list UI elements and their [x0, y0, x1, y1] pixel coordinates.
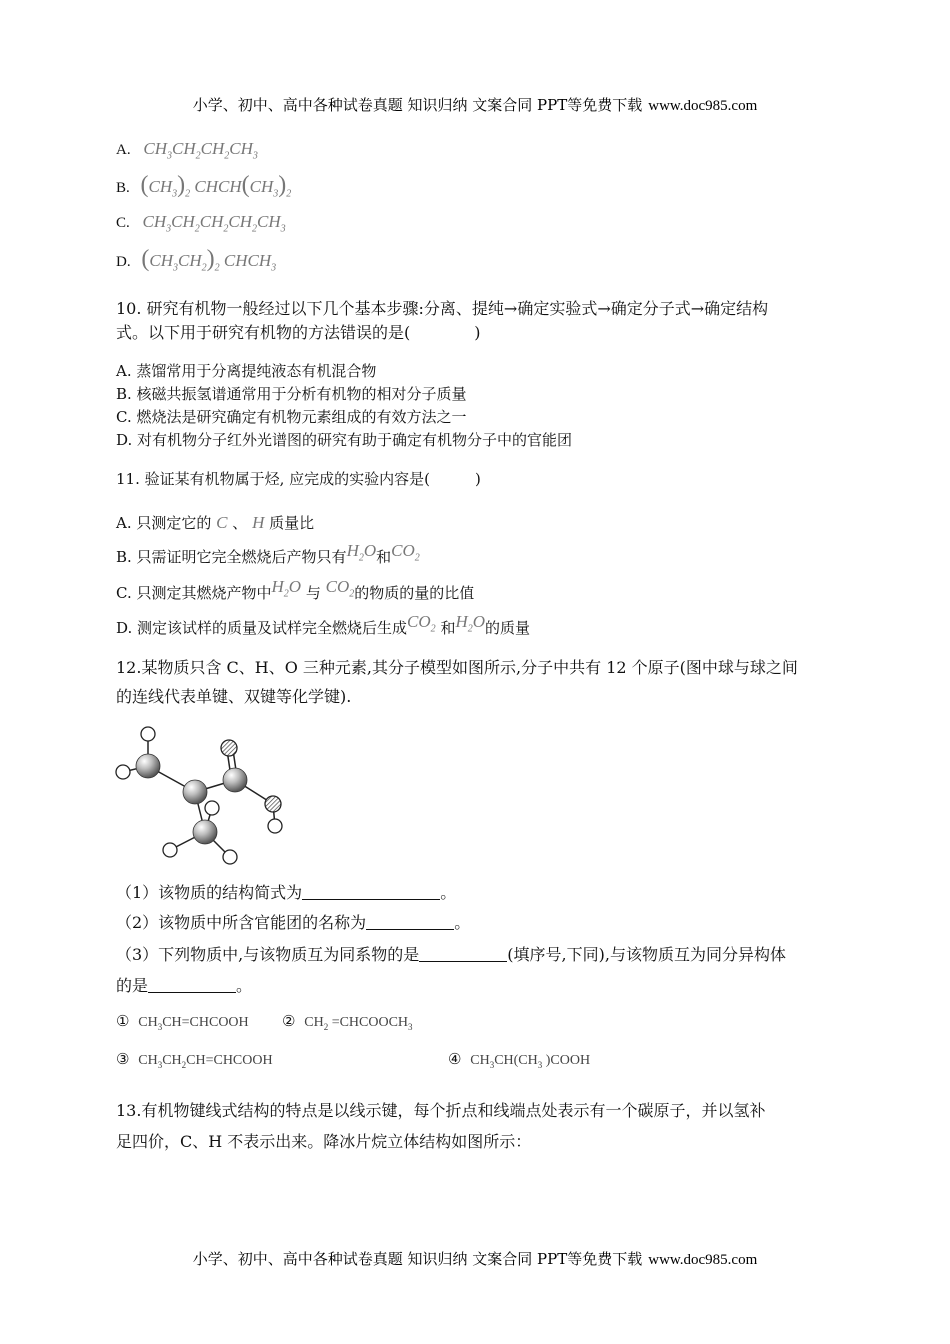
q11-option-d-and: 和	[440, 619, 456, 637]
q9-option-a	[116, 138, 258, 167]
q9-option-d-label: D.	[116, 254, 131, 270]
q11-option-a-c: C	[216, 513, 228, 532]
q9-option-b-label: B.	[116, 180, 130, 196]
molecule-model-figure	[110, 724, 310, 870]
hydrogen-atom	[205, 801, 219, 815]
q12-part3-text3: 的是	[116, 976, 149, 995]
q11-option-c-co2: $CO_2$	[325, 577, 355, 600]
q12-part3-line2	[116, 975, 252, 997]
q10-option-a: A. 蒸馏常用于分离提纯液态有机混合物	[116, 362, 377, 380]
carbon-atom	[223, 768, 247, 792]
answer-blank[interactable]	[366, 913, 454, 930]
q9-option-b	[116, 174, 291, 205]
carbon-atom	[183, 780, 207, 804]
q12-choice-1-formula: $CH_3CH=CHCOOH$	[138, 1015, 249, 1032]
hydrogen-atom	[141, 727, 155, 741]
q11-option-b-h2o: $H_2O$	[346, 541, 377, 564]
q12-choice-2	[282, 1010, 413, 1038]
page-header	[0, 94, 950, 115]
answer-blank[interactable]	[419, 945, 507, 962]
carbon-atom	[136, 754, 160, 778]
q9-option-d-formula: $(CH_3CH_2)_2$ $CHCH_3$	[141, 246, 277, 274]
q11-stem: 11. 验证某有机物属于烃, 应完成的实验内容是( )	[116, 470, 481, 488]
footer-text: 小学、初中、高中各种试卷真题 知识归纳 文案合同 PPT等免费下载	[192, 1250, 643, 1268]
oxygen-atom	[265, 796, 281, 812]
q10-option-d: D. 对有机物分子红外光谱图的研究有助于确定有机物分子中的官能团	[116, 431, 573, 449]
q11-option-d-post: 的质量	[485, 619, 531, 637]
q12-choice-4-formula: $CH_3CH(CH_3$ )COOH	[470, 1053, 591, 1070]
q12-part2-end: 。	[454, 913, 471, 932]
header-site: www.doc985.com	[648, 98, 758, 114]
q9-option-c	[116, 211, 286, 240]
q11-option-a	[116, 512, 314, 534]
q12-stem-line2: 的连线代表单键、双键等化学键).	[116, 687, 352, 706]
header-text: 小学、初中、高中各种试卷真题 知识归纳 文案合同 PPT等免费下载	[192, 96, 643, 114]
q11-option-d-pre: D. 测定该试样的质量及试样完全燃烧后生成	[116, 619, 408, 637]
q11-option-b-pre: B. 只需证明它完全燃烧后产物只有	[116, 548, 347, 566]
page-footer	[0, 1248, 950, 1269]
q12-choice-3-num: ③	[116, 1050, 130, 1068]
q11-option-a-h: H	[252, 513, 265, 532]
q12-part1	[116, 882, 456, 904]
q12-stem-line1: 12.某物质只含 C、H、O 三种元素,其分子模型如图所示,分子中共有 12 个原子(图中球与球之间	[116, 658, 798, 677]
q11-option-b	[116, 541, 420, 575]
q11-option-b-co2: $CO_2$	[391, 541, 420, 564]
q12-part3-line1	[116, 944, 786, 966]
q10-stem-line1: 10. 研究有机物一般经过以下几个基本步骤:分离、提纯→确定实验式→确定分子式→确定结构	[116, 299, 769, 318]
q13-stem-line2: 足四价，C、H 不表示出来。降冰片烷立体结构如图所示：	[116, 1132, 532, 1151]
q11-option-c	[116, 577, 475, 611]
carbon-atom	[193, 820, 217, 844]
q12-choice-2-num: ②	[282, 1012, 296, 1030]
q12-part2-text: （2）该物质中所含官能团的名称为	[116, 913, 367, 932]
q12-choice-3-formula: $CH_3CH_2CH=CHCOOH$	[138, 1053, 273, 1070]
q11-option-c-pre: C. 只测定其燃烧产物中	[116, 584, 272, 602]
q12-choice-1-num: ①	[116, 1012, 130, 1030]
q12-part3-text2: (填序号,下同),与该物质互为同分异构体	[507, 945, 786, 964]
q11-option-a-pre: A. 只测定它的	[116, 514, 212, 532]
q12-choice-1	[116, 1010, 249, 1038]
q9-option-c-label: C.	[116, 215, 130, 231]
hydrogen-atom	[268, 819, 282, 833]
q11-option-c-post: 的物质的量的比值	[354, 584, 475, 602]
q12-choice-2-formula: $CH_2$ $=CHCOOCH_3$	[304, 1015, 413, 1032]
q10-stem-line2: 式。以下用于研究有机物的方法错误的是( )	[116, 323, 481, 342]
q9-option-b-formula: $(CH_3)_2$ $CHCH(CH_3)_2$	[140, 172, 292, 200]
footer-site: www.doc985.com	[648, 1252, 758, 1268]
q10-option-c: C. 燃烧法是研究确定有机物元素组成的有效方法之一	[116, 408, 467, 426]
q11-option-b-and: 和	[376, 548, 392, 566]
q12-part3-text: （3）下列物质中,与该物质互为同系物的是	[116, 945, 420, 964]
q12-choice-3	[116, 1048, 273, 1076]
q13-stem-line1: 13.有机物键线式结构的特点是以线示键，每个折点和线端点处表示有一个碳原子，并以氢补	[116, 1101, 766, 1120]
q12-part3-end: 。	[236, 976, 253, 995]
q12-choice-4-num: ④	[448, 1050, 462, 1068]
q12-part1-end: 。	[440, 883, 457, 902]
q12-part1-text: （1）该物质的结构简式为	[116, 883, 303, 902]
hydrogen-atom	[223, 850, 237, 864]
oxygen-atom	[221, 740, 237, 756]
hydrogen-atom	[116, 765, 130, 779]
q12-part2	[116, 912, 470, 934]
q9-option-a-formula: $CH_3CH_2CH_2CH_3$	[143, 139, 258, 162]
answer-blank[interactable]	[302, 883, 440, 900]
q11-option-d-co2: $CO_2$	[407, 612, 436, 635]
q9-option-c-formula: $CH_3CH_2CH_2CH_2CH_3$	[142, 212, 286, 235]
q11-option-d-h2o: $H_2O$	[455, 612, 486, 635]
answer-blank[interactable]	[148, 976, 236, 993]
q9-option-d	[116, 248, 276, 279]
q11-option-a-post: 质量比	[269, 514, 315, 532]
q11-option-c-and: 与	[305, 584, 321, 602]
hydrogen-atom	[163, 843, 177, 857]
q11-option-a-sep: 、	[232, 514, 248, 532]
q10-option-b: B. 核磁共振氢谱通常用于分析有机物的相对分子质量	[116, 385, 467, 403]
q11-option-d	[116, 612, 531, 646]
q9-option-a-label: A.	[116, 142, 131, 158]
q11-option-c-h2o: $H_2O$	[271, 577, 302, 600]
q12-choice-4	[448, 1048, 590, 1076]
